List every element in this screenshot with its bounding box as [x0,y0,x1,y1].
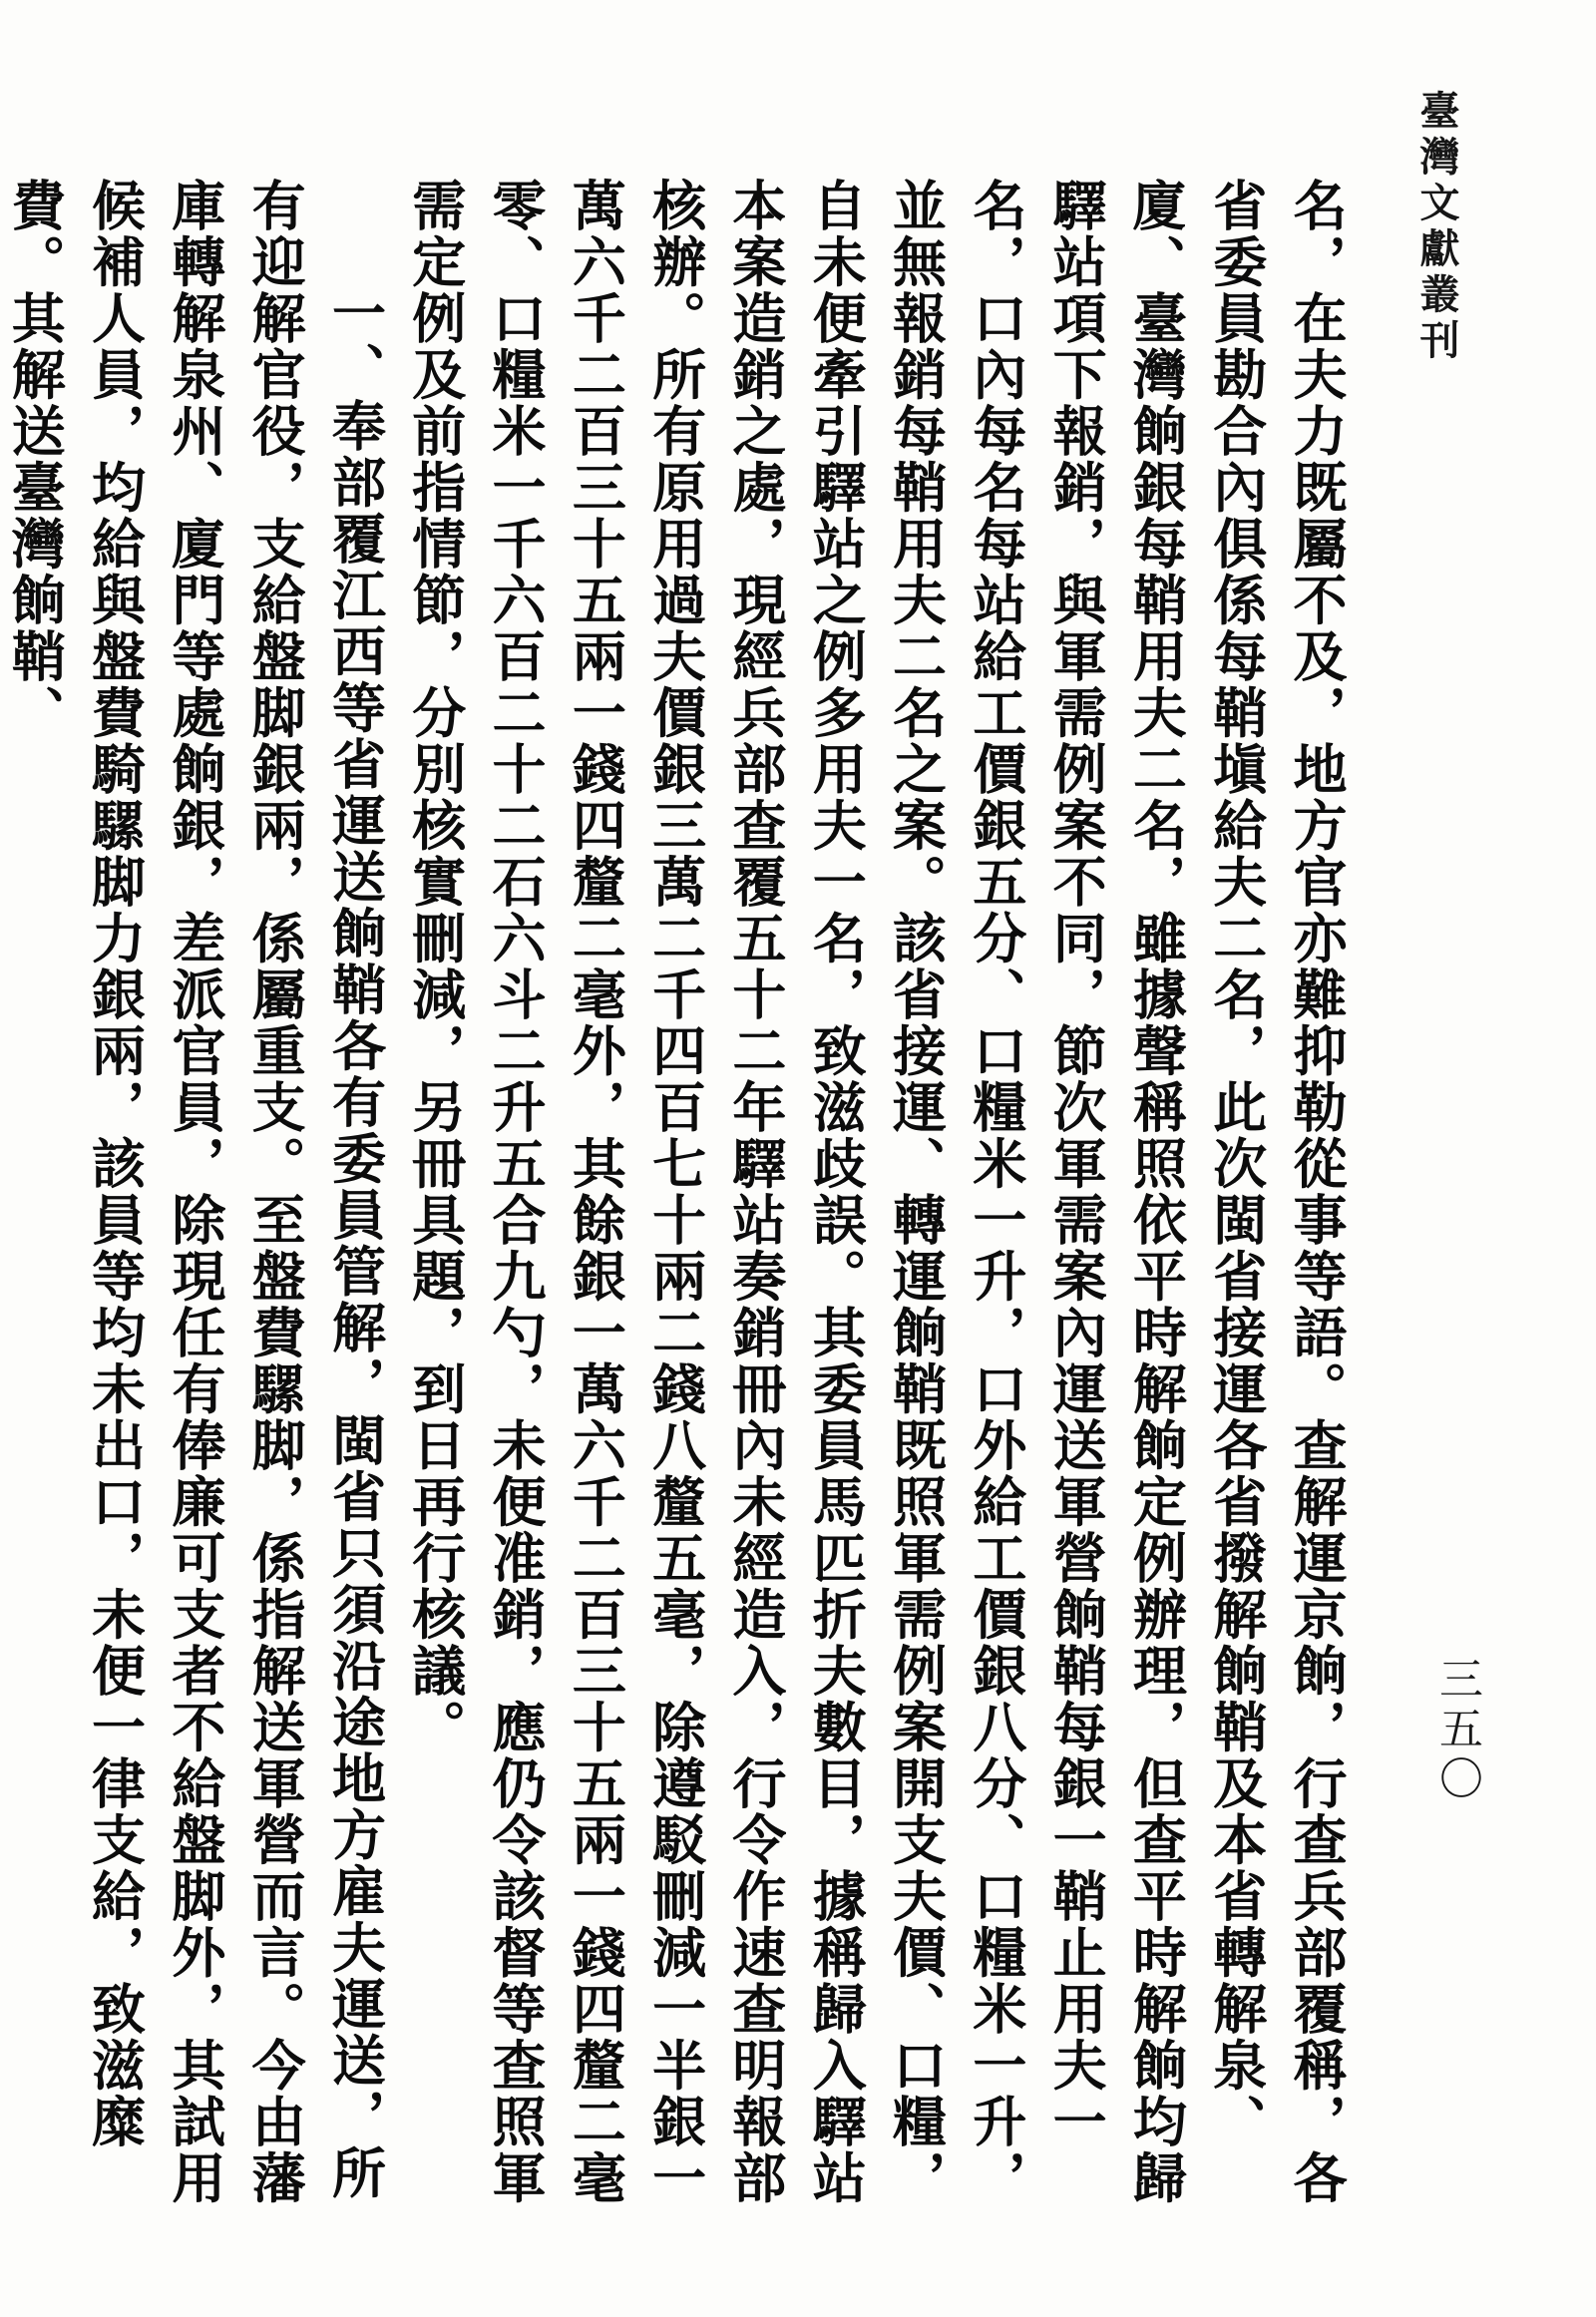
paragraph-item: 一、奉部覆江西等省運送餉鞘各有委員管解，閩省只須沿途地方雇夫運送，所有迎解官役，支給盤脚銀兩，係屬重支。至盤費騾脚，係指解送軍營而言。今由藩庫轉解泉州、廈門等處餉銀，差派官員，除現任有俸廉可支者不給盤脚外，其試用候補人員，均給與盤費騎騾脚力銀兩，該員等均未出口，未便一律支給，致滋糜費。其解送臺灣餉鞘、 [3,178,388,2206]
page-number: 三五〇 [1431,1656,1482,1805]
paragraph-continuation: 名，在夫力既屬不及，地方官亦難抑勒從事等語。查解運京餉，行查兵部覆稱，各省委員勘合內俱係每鞘塡給夫二名，此次閩省接運各省撥解餉鞘及本省轉解泉、廈、臺灣餉銀每鞘用夫二名，雖據聲稱照依平時解餉定例辦理，但查平時解餉均歸驛站項下報銷，與軍需例案不同，節次軍需案內運送軍營餉鞘每銀一鞘止用夫一名，口內每名每站給工價銀五分、口糧米一升，口外給工價銀八分、口糧米一升，並無報銷每鞘用夫二名之案。該省接運、轉運餉鞘既照軍需例案開支夫價、口糧，自未便牽引驛站之例多用夫一名，致滋歧誤。其委員馬匹折夫數目，據稱歸入驛站本案造銷之處，現經兵部查覆五十二年驛站奏銷冊內未經造入，行令作速查明報部核辦。所有原用過夫價銀三萬二千四百七十兩二錢八釐五毫，除遵駁刪減一半銀一萬六千二百三十五兩一錢四釐二毫外，其餘銀一萬六千二百三十五兩一錢四釐二毫零、口糧米一千六百二十二石六斗二升五合九勺，未便准銷，應仍令該督等查照軍需定例及前指情節，分別核實刪減，另冊具題，到日再行核議。 [403,178,1349,2206]
running-header-title: 臺灣文獻叢刊 [1413,90,1460,365]
body-text [0,178,1357,2232]
